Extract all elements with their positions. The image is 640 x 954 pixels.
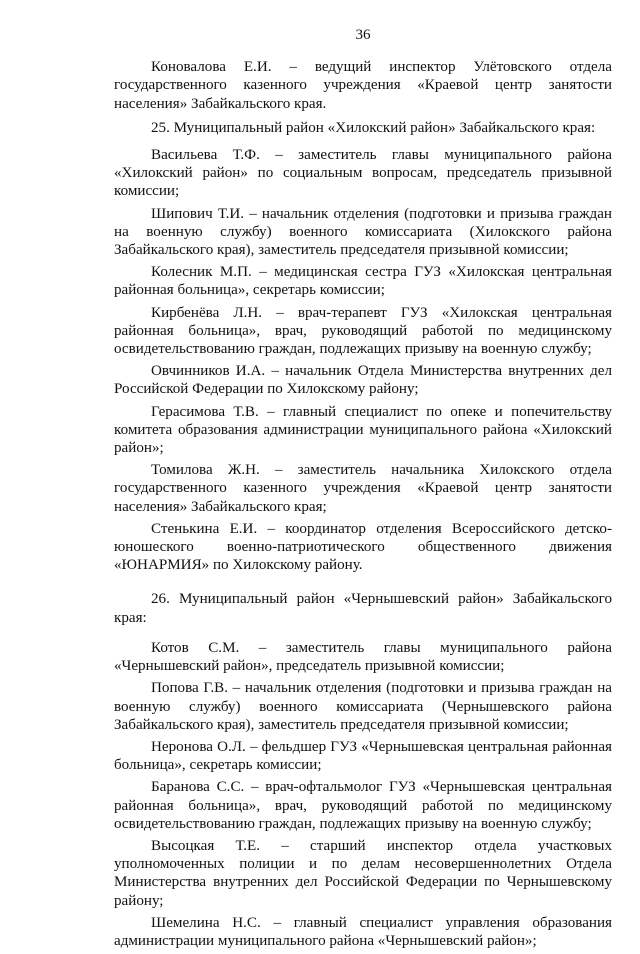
document-page [114, 26, 612, 954]
member-entry: Шипович Т.И. – начальник отделения (подготовки и призыва граждан на военную службу) военного комиссариата (Хилокского района Забайкальского края), заместитель председателя призывной комиссии; [114, 205, 612, 259]
member-entry: Коновалова Е.И. – ведущий инспектор Улётовского отдела государственного казенного учреждения «Краевой центр занятости населения» Забайкальского края. [114, 59, 612, 112]
section-heading-25: 25. Муниципальный район «Хилокский район» Забайкальского края: [151, 119, 596, 136]
member-entry: Неронова О.Л. – фельдшер ГУЗ «Чернышевская центральная районная больница», секретарь комиссии; [114, 738, 612, 774]
member-entry: Васильева Т.Ф. – заместитель главы муниципального района «Хилокский район» по социальным вопросам, председатель призывной комиссии; [114, 147, 612, 200]
member-entry: Котов С.М. – заместитель главы муниципального района «Чернышевский район», председатель призывной комиссии; [114, 639, 612, 675]
member-entry: Стенькина Е.И. – координатор отделения Всероссийского детско-юношеского военно-патриотического общественного движения «ЮНАРМИЯ» по Хилокскому району. [114, 520, 612, 574]
page-number: 36 [355, 27, 371, 43]
member-entry: Высоцкая Т.Е. – старший инспектор отдела участковых уполномоченных полиции и по делам несовершеннолетних Отдела Министерства внутренних дел Российской Федерации по Чернышевскому району; [114, 837, 612, 909]
section-heading-26: 26. Муниципальный район «Чернышевский район» Забайкальского края: [114, 591, 612, 626]
member-entry: Шемелина Н.С. – главный специалист управления образования администрации муниципального района «Чернышевский район»; [114, 914, 612, 949]
member-entry: Томилова Ж.Н. – заместитель начальника Хилокского отдела государственного казенного учреждения «Краевой центр занятости населения» Забайкальского края; [114, 462, 612, 515]
member-entry: Попова Г.В. – начальник отделения (подготовки и призыва граждан на военную службу) военного комиссариата (Чернышевского района Забайкальского края), заместитель председателя призывной комиссии; [114, 680, 612, 733]
member-entry: Овчинников И.А. – начальник Отдела Министерства внутренних дел Российской Федерации по Хилокскому району; [114, 363, 612, 398]
member-entry: Колесник М.П. – медицинская сестра ГУЗ «Хилокская центральная районная больница», секретарь комиссии; [114, 264, 612, 299]
member-entry: Герасимова Т.В. – главный специалист по опеке и попечительству комитета образования администрации муниципального района «Хилокский район»; [114, 403, 612, 457]
member-entry: Кирбенёва Л.Н. – врач-терапевт ГУЗ «Хилокская центральная районная больница», врач, руководящий работой по медицинскому освидетельствованию граждан, подлежащих призыву на военную службу; [114, 304, 612, 358]
member-entry: Баранова С.С. – врач-офтальмолог ГУЗ «Чернышевская центральная районная больница», врач, руководящий работой по медицинскому освидетельствованию граждан, подлежащих призыву на военную службу; [114, 779, 612, 832]
